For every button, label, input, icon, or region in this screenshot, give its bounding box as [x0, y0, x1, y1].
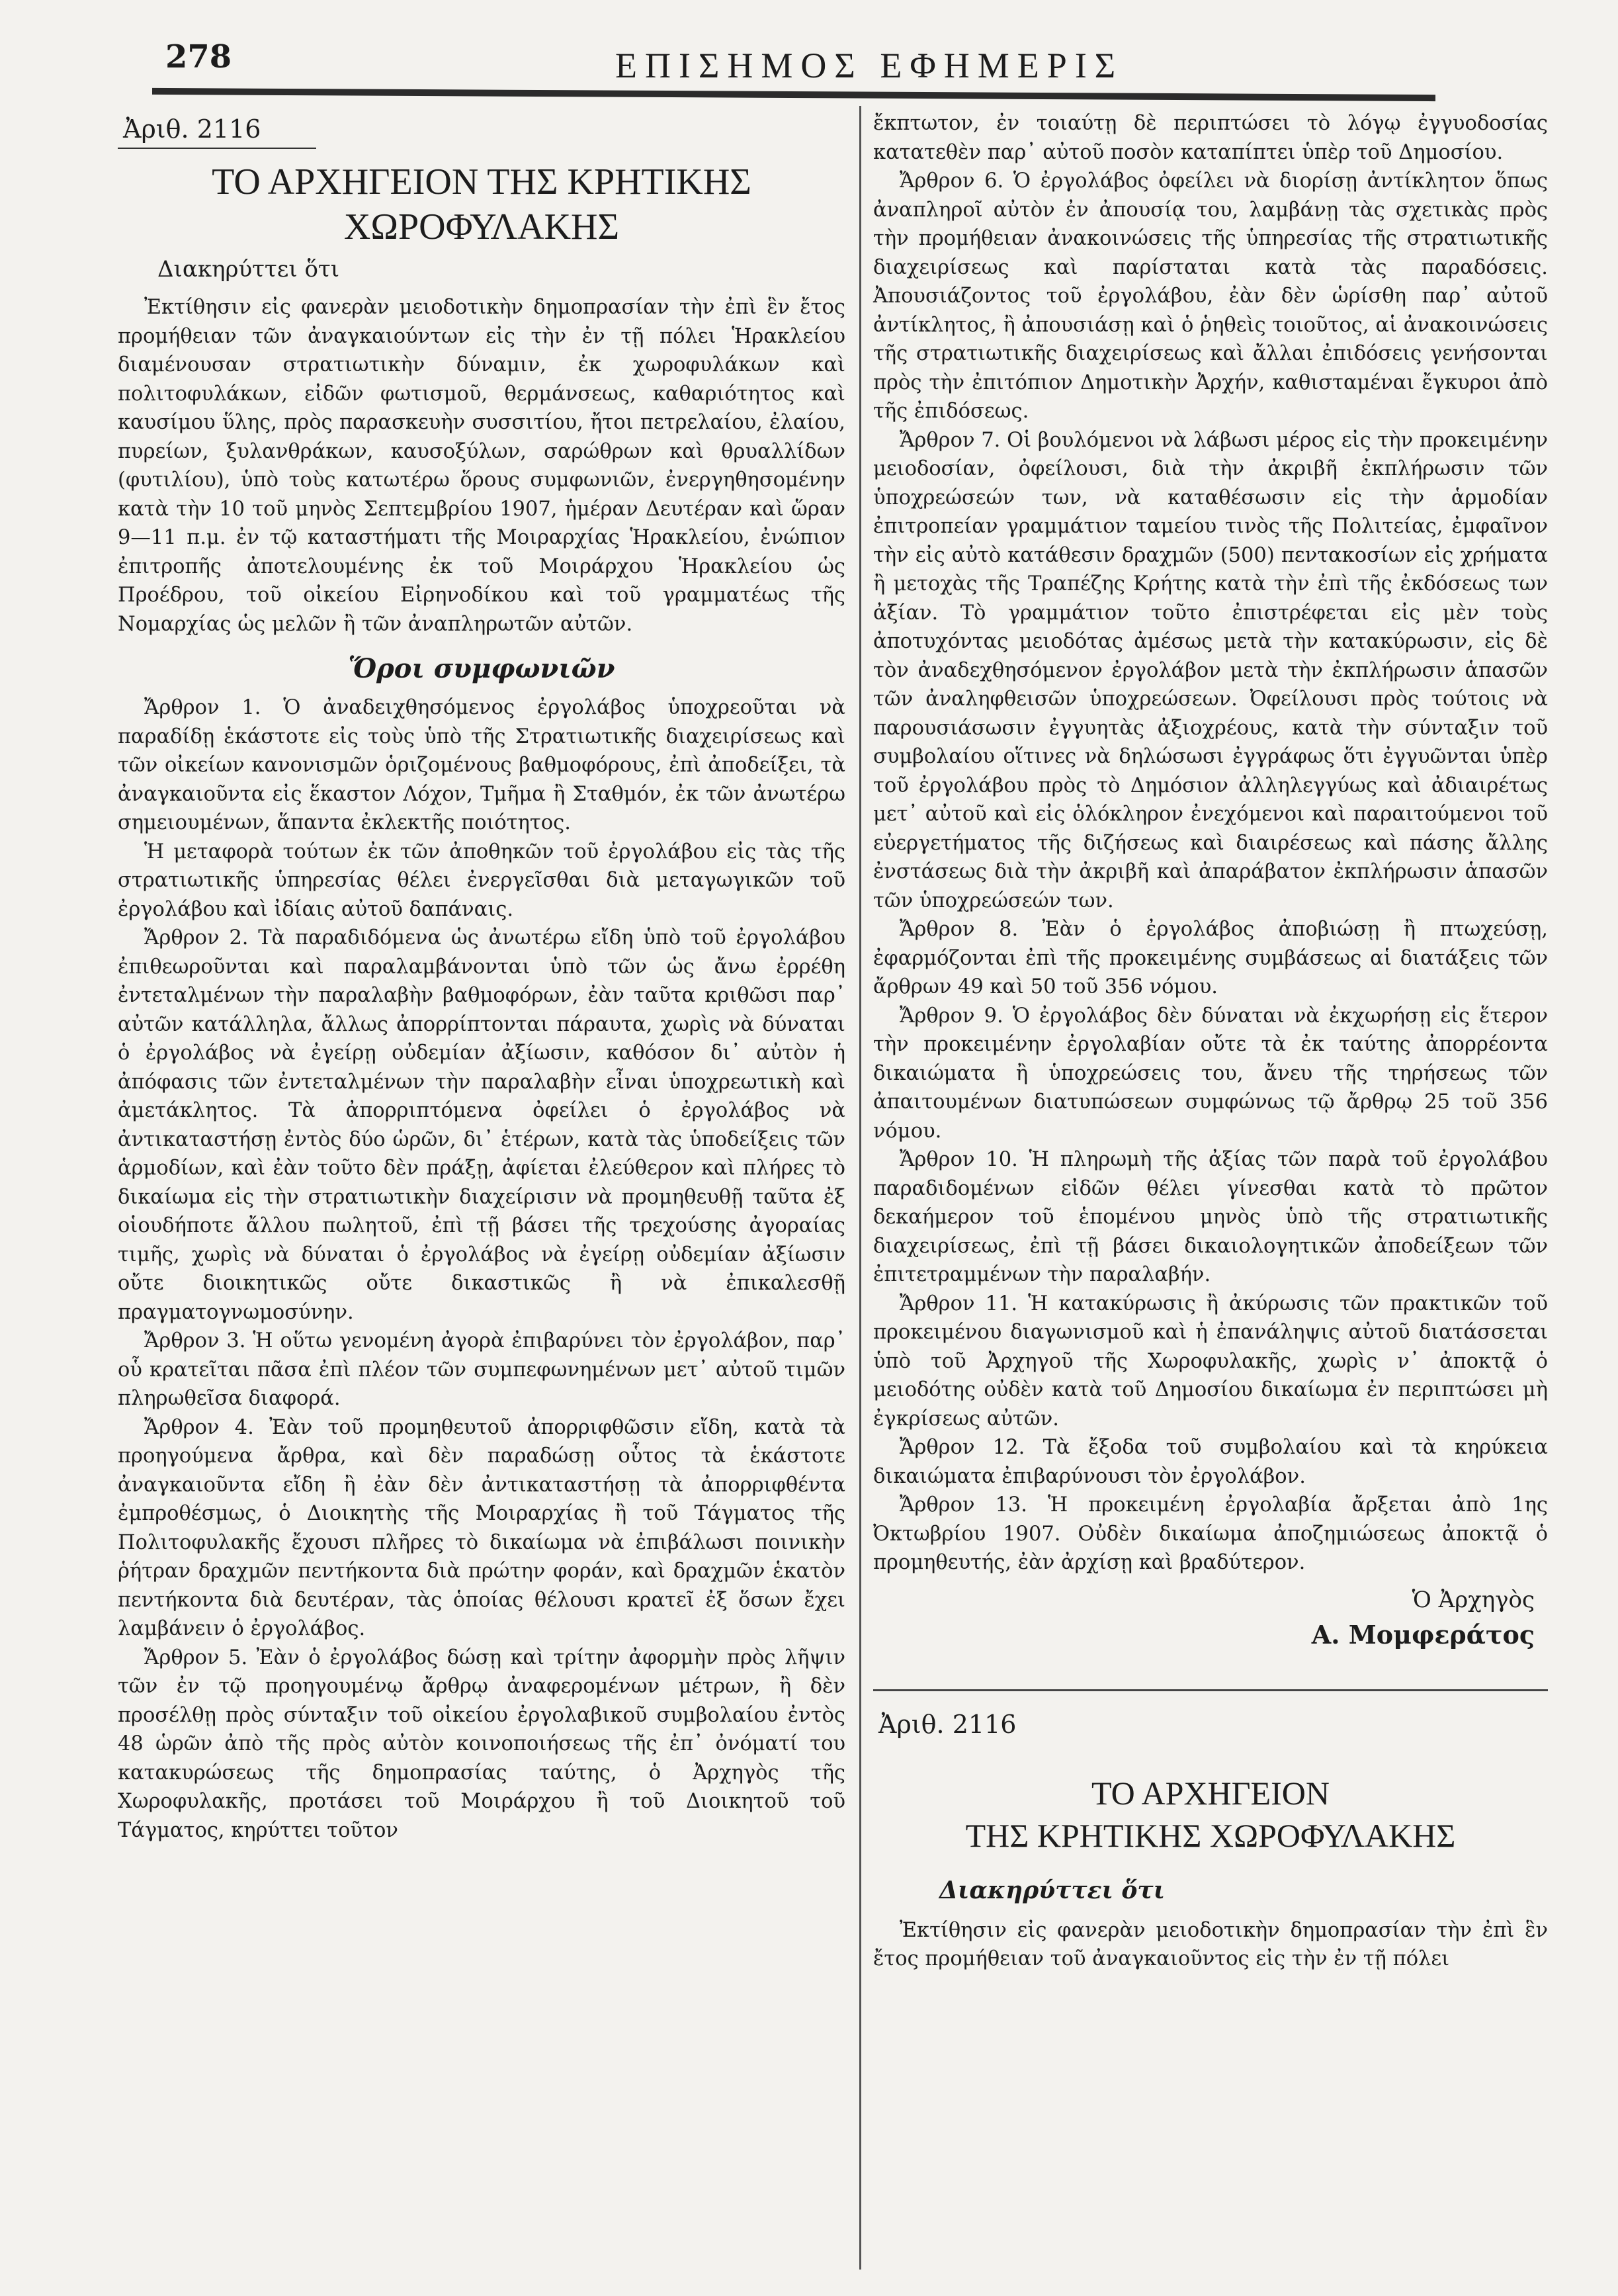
article-paragraph: Ἄρθρον 5. Ἐὰν ὁ ἐργολάβος δώσῃ καὶ τρίτην ἀφορμὴν πρὸς λῆψιν τῶν ἐν τῷ προηγουμένῳ ἄρθρῳ ἀναφερομένων μέτρων, ἢ δὲν προσέλθῃ πρὸς σύνταξιν τοῦ οἰκείου ἐργολαβικοῦ συμβολαίου ἐντὸς 48 ὡρῶν ἀπὸ τῆς πρὸς αὐτὸν κοινοποιήσεως τῆς ἐπ᾽ ὀνόματί του κατακυρώσεως τῆς δημοπρασίας ταύτης, ὁ Ἀρχηγὸς τῆς Χωροφυλακῆς, προτάσει τοῦ Μοιράρχου ἢ τοῦ Διοικητοῦ τοῦ Τάγματος, κηρύττει τοῦτον — [118, 1646, 845, 1842]
article-paragraph: Ἄρθρον 2. Τὰ παραδιδόμενα ὡς ἀνωτέρω εἴδη ὑπὸ τοῦ ἐργολάβου ἐπιθεωροῦνται καὶ παραλαμβάνονται ὑπὸ τῶν ὡς ἄνω ἐρρέθη ἐντεταλμένων τὴν παραλαβὴν βαθμοφόρων, ἐὰν ταῦτα κριθῶσι παρ᾽ αὐτῶν κατάλληλα, ἄλλως ἀπορρίπτονται πάραυτα, χωρὶς νὰ δύναται ὁ ἐργολάβος νὰ ἐγείρῃ οὐδεμίαν ἀξίωσιν, καθόσον δι᾽ αὐτὸν ἡ ἀπόφασις τῶν ἐντεταλμένων τὴν παραλαβὴν εἶναι ὑποχρεωτικὴ καὶ ἀμετάκλητος. Τὰ ἀπορριπτόμενα ὀφείλει ὁ ἐργολάβος νὰ ἀντικαταστήσῃ ἐντὸς δύο ὡρῶν, δι᾽ ἑτέρων, κατὰ τὰς ὑποδείξεις τῶν ἁρμοδίων, καὶ ἐὰν τοῦτο δὲν πράξῃ, ἀφίεται ἐλεύθερον καὶ πλήρες τὸ δικαίωμα εἰς τὴν στρατιωτικὴν διαχείρισιν νὰ προμηθευθῇ ταῦτα ἐξ οἱουδήποτε ἄλλου πωλητοῦ, ἐπὶ τῇ βάσει τῆς τρεχούσης ἀγοραίας τιμῆς, χωρὶς νὰ δύναται ὁ ἐργολάβος νὰ ἐγείρῃ οὐδεμίαν ἀξίωσιν οὔτε διοικητικῶς οὔτε δικαστικῶς ἢ νὰ ἐπικαλεσθῇ πραγματογνωμοσύνην. — [118, 926, 845, 1324]
journal-title: ΕΠΙΣΗΜΟΣ ΕΦΗΜΕΡΙΣ — [615, 46, 1124, 85]
second-notice — [873, 1689, 1548, 1974]
signature-name: Α. Μομφεράτος — [1311, 1619, 1535, 1650]
notice-title-line1: ΤΟ ΑΡΧΗΓΕΙΟΝ ΤΗΣ ΚΡΗΤΙΚΗΣ — [212, 161, 751, 202]
article-paragraph: Ἡ μεταφορὰ τούτων ἐκ τῶν ἀποθηκῶν τοῦ ἐργολάβου εἰς τὰς τῆς στρατιωτικῆς ὑπηρεσίας θέλει ἐνεργεῖσθαι διὰ μεταγωγικῶν τοῦ ἐργολάβου καὶ ἰδίαις αὐτοῦ δαπάναις. — [118, 840, 845, 921]
article-paragraph: ἔκπτωτον, ἐν τοιαύτῃ δὲ περιπτώσει τὸ λόγῳ ἐγγυοδοσίας κατατεθὲν παρ᾽ αὐτοῦ ποσὸν καταπίπτει ὑπὲρ τοῦ Δημοσίου. — [873, 112, 1548, 164]
article-paragraph: Ἄρθρον 7. Οἱ βουλόμενοι νὰ λάβωσι μέρος εἰς τὴν προκειμένην μειοδοσίαν, ὀφείλουσι, διὰ τὴν ἀκριβῆ ἐκπλήρωσιν τῶν ὑποχρεώσεών των, νὰ καταθέσωσιν εἰς τὴν ἁρμοδίαν ἐπιτροπείαν γραμμάτιον ταμείου τινὸς τῆς Πολιτείας, ἐμφαῖνον τὴν εἰς αὐτὸ κατάθεσιν δραχμῶν (500) πεντακοσίων εἰς χρήματα ἢ μετοχὰς τῆς Τραπέζης Κρήτης κατὰ τὴν ἐπὶ τῆς ἐκδόσεως των ἀξίαν. Τὸ γραμμάτιον τοῦτο ἐπιστρέφεται εἰς μὲν τοὺς ἀποτυχόντας μειοδότας ἀμέσως μετὰ τὴν κατακύρωσιν, εἰς δὲ τὸν ἀναδεχθησόμενον ἐργολάβον μετὰ τὴν ἐκπλήρωσιν ἁπασῶν τῶν ἀναληφθεισῶν ὑποχρεώσεων. Ὀφείλουσι πρὸς τούτοις νὰ παρουσιάσωσιν ἐγγυητὰς ἀξιοχρέους, κατὰ τὴν σύνταξιν τοῦ συμβολαίου οἵτινες νὰ δηλώσωσι ἐγγράφως ὅτι ἐγγυῶνται ὑπὲρ τοῦ ἐργολάβου πρὸς τὸ Δημόσιον ἀλληλεγγύως καὶ ἀδιαιρέτως μετ᾽ αὐτοῦ καὶ εἰς ὁλόκληρον ἐνεχόμενοι καὶ παραιτούμενοι τοῦ εὐεργετήματος τῆς διζήσεως καὶ διαιρέσεως καὶ πάσης ἄλλης ἐνστάσεως διὰ τὴν ἀκριβῆ καὶ ἀπαράβατον ἐκπλήρωσιν ἁπασῶν τῶν ὑποχρεώσεών των. — [873, 428, 1548, 912]
notice-number: Ἀριθ. 2116 — [123, 114, 261, 144]
second-notice-number: Ἀριθ. 2116 — [878, 1709, 1017, 1739]
article-paragraph: Ἄρθρον 9. Ὁ ἐργολάβος δὲν δύναται νὰ ἐκχωρήσῃ εἰς ἕτερον τὴν προκειμένην ἐργολαβίαν οὔτε τὰ ἐκ ταύτης ἀπορρέοντα δικαιώματα ἢ ὑποχρεώσεις του, ἄνευ τῆς τηρήσεως τῶν ἀπαιτουμένων διατυπώσεων συμφώνως τῷ ἄρθρῳ 25 τοῦ 356 νόμου. — [873, 1004, 1548, 1143]
article-paragraph: Ἄρθρον 4. Ἐὰν τοῦ προμηθευτοῦ ἀπορριφθῶσιν εἴδη, κατὰ τὰ προηγούμενα ἄρθρα, καὶ δὲν παραδώσῃ οὗτος τὰ ἑκάστοτε ἀναγκαιοῦντα εἴδη ἢ ἐὰν δὲν ἀντικαταστήσῃ τὰ ἀπορριφθέντα ἐμπροθέσμως, ὁ Διοικητὴς τῆς Μοιραρχίας ἢ τοῦ Τάγματος τῆς Πολιτοφυλακῆς ἔχουσι πλῆρες τὸ δικαίωμα νὰ ἐπιβάλωσι ποινικὴν ῥήτραν δραχμῶν πεντήκοντα διὰ πρώτην φοράν, καὶ δραχμῶν ἑκατὸν πεντήκοντα διὰ δευτέραν, τὰς ὁποίας θέλουσι κρατεῖ ἐξ ὅσων ἔχει λαμβάνειν ὁ ἐργολάβος. — [118, 1415, 845, 1640]
article-paragraph: Ἄρθρον 13. Ἡ προκειμένη ἐργολαβία ἄρξεται ἀπὸ 1ης Ὀκτωβρίου 1907. Οὐδὲν δικαίωμα ἀποζημιώσεως ἀποκτᾷ ὁ προμηθευτής, ἐὰν ἀρχίσῃ καὶ βραδύτερον. — [873, 1493, 1548, 1574]
second-notice-title-line2: ΤΗΣ ΚΡΗΤΙΚΗΣ ΧΩΡΟΦΥΛΑΚΗΣ — [965, 1816, 1456, 1854]
column-divider — [859, 106, 861, 2270]
left-column — [118, 109, 845, 2260]
article-paragraph: Ἄρθρον 1. Ὁ ἀναδειχθησόμενος ἐργολάβος ὑποχρεοῦται νὰ παραδίδῃ ἑκάστοτε εἰς τοὺς ὑπὸ τῆς Στρατιωτικῆς διαχειρίσεως καὶ τῶν οἰκείων κανονισμῶν ὁριζομένους βαθμοφόρους, ἐπὶ ἀποδείξει, τὰ ἀναγκαιοῦντα εἰς ἕκαστον Λόχον, Τμῆμα ἢ Σταθμόν, ἐκ τῶν ἀνωτέρω σημειουμένων, ἅπαντα ἐκλεκτῆς ποιότητος. — [118, 696, 845, 834]
notice-title — [118, 159, 845, 249]
notice-number-rule — [118, 148, 316, 149]
article-paragraph: Ἄρθρον 3. Ἡ οὕτω γενομένη ἀγορὰ ἐπιβαρύνει τὸν ἐργολάβον, παρ᾽ οὗ κρατεῖται πᾶσα ἐπὶ πλέον τῶν συμπεφωνημένων μετ᾽ αὐτοῦ τιμῶν πληρωθεῖσα διαφορά. — [118, 1329, 845, 1410]
notice-title-line2: ΧΩΡΟΦΥΛΑΚΗΣ — [343, 206, 620, 247]
signature-role: Ὁ Ἀρχηγὸς — [1412, 1586, 1535, 1613]
header-rule — [152, 88, 1435, 101]
notice-body: Ἐκτίθησιν εἰς φανερὰν μειοδοτικὴν δημοπρασίαν τὴν ἐπὶ ἓν ἔτος προμήθειαν τῶν ἀναγκαιούντων εἰς τὴν ἐν τῇ πόλει Ἡρακλείου διαμένουσαν στρατιωτικὴν δύναμιν, ἐκ χωροφυλάκων καὶ πολιτοφυλάκων, εἰδῶν φωτισμοῦ, θερμάνσεως, καθαριότητος καὶ καυσίμου ὕλης, πρὸς παρασκευὴν συσσιτίου, ἤτοι πετρελαίου, ἐλαίου, πυρείων, ξυλανθράκων, καυσοξύλων, σαρώθρων καὶ θρυαλλίδων (φυτιλίου), ὑπὸ τοὺς κατωτέρω ὅρους συμφωνιῶν, ἐνεργηθησομένην κατὰ τὴν 10 τοῦ μηνὸς Σεπτεμβρίου 1907, ἡμέραν Δευτέραν καὶ ὥραν 9—11 π.μ. ἐν τῷ καταστήματι τῆς Μοιραρχίας Ἡρακλείου, ἐνώπιον ἐπιτροπῆς ἀποτελουμένης ἐκ τοῦ Μοιράρχου Ἡρακλείου ὡς Προέδρου, τοῦ οἰκείου Εἰρηνοδίκου καὶ τοῦ γραμματέως τῆς Νομαρχίας ὡς μελῶν ἢ τῶν ἀναπληρωτῶν αὐτῶν. — [118, 296, 845, 636]
second-notice-title — [873, 1772, 1548, 1857]
second-notice-body: Ἐκτίθησιν εἰς φανερὰν μειοδοτικὴν δημοπρασίαν τὴν ἐπὶ ἓν ἔτος προμήθειαν τοῦ ἀναγκαιοῦντος εἰς τὴν ἐν τῇ πόλει — [873, 1918, 1548, 1970]
article-paragraph: Ἄρθρον 8. Ἐὰν ὁ ἐργολάβος ἀποβιώσῃ ἢ πτωχεύσῃ, ἐφαρμόζονται ἐπὶ τῆς προκειμένης συμβάσεως αἱ διατάξεις τῶν ἄρθρων 49 καὶ 50 τοῦ 356 νόμου. — [873, 918, 1548, 998]
second-notice-title-line1: ΤΟ ΑΡΧΗΓΕΙΟΝ — [1091, 1774, 1330, 1812]
article-paragraph: Ἄρθρον 12. Τὰ ἔξοδα τοῦ συμβολαίου καὶ τὰ κηρύκεια δικαιώματα ἐπιβαρύνουσι τὸν ἐργολάβον. — [873, 1436, 1548, 1488]
page-number: 278 — [165, 38, 232, 75]
article-paragraph: Ἄρθρον 10. Ἡ πληρωμὴ τῆς ἀξίας τῶν παρὰ τοῦ ἐργολάβου παραδιδομένων εἰδῶν θέλει γίνεσθαι κατὰ τὸ πρῶτον δεκαήμερον τοῦ ἑπομένου μηνὸς ὑπὸ τῆς στρατιωτικῆς διαχειρίσεως, ἐπὶ τῇ βάσει δικαιολογητικῶν ἀποδείξεων τῶν ἐπιτετραμμένων τὴν παραλαβήν. — [873, 1148, 1548, 1286]
page-header — [0, 0, 1618, 119]
article-paragraph: Ἄρθρον 6. Ὁ ἐργολάβος ὀφείλει νὰ διορίσῃ ἀντίκλητον ὅπως ἀναπληροῖ αὐτὸν ἐν ἀπουσίᾳ του, λαμβάνῃ τὰς σχετικὰς πρὸς τὴν προμήθειαν ἀνακοινώσεις τῆς ὑπηρεσίας τῆς στρατιωτικῆς διαχειρίσεως καὶ παρίσταται κατὰ τὰς παραδόσεις. Ἀπουσιάζοντος τοῦ ἐργολάβου, ἐὰν δὲν ὡρίσθη παρ᾽ αὐτοῦ ἀντίκλητος, ἢ ἀπουσιάσῃ καὶ ὁ ῥηθεὶς τοιοῦτος, αἱ ἀνακοινώσεις τῆς στρατιωτικῆς διαχειρίσεως καὶ ἄλλαι ἐπιδόσεις γενήσονται πρὸς τὴν ἐπιτόπιον Δημοτικὴν Ἀρχήν, καθισταμέναι ἔγκυροι ἀπὸ τῆς ἐπιδόσεως. — [873, 169, 1548, 423]
notice-intro: Διακηρύττει ὅτι — [157, 256, 340, 283]
second-notice-intro: Διακηρύττει ὅτι — [939, 1876, 1166, 1904]
terms-heading: Ὅροι συμφωνιῶν — [348, 653, 615, 684]
signature-block — [873, 1587, 1535, 1650]
article-paragraph: Ἄρθρον 11. Ἡ κατακύρωσις ἢ ἀκύρωσις τῶν πρακτικῶν τοῦ προκειμένου διαγωνισμοῦ καὶ ἡ ἐπανάληψις αὐτοῦ διατάσσεται ὑπὸ τοῦ Ἀρχηγοῦ τῆς Χωροφυλακῆς, χωρὶς ν᾽ ἀποκτᾷ ὁ μειοδότης οὐδὲν κατὰ τοῦ Δημοσίου δικαίωμα ἐν περιπτώσει μὴ ἐγκρίσεως αὐτῶν. — [873, 1292, 1548, 1431]
right-column — [873, 109, 1548, 2260]
